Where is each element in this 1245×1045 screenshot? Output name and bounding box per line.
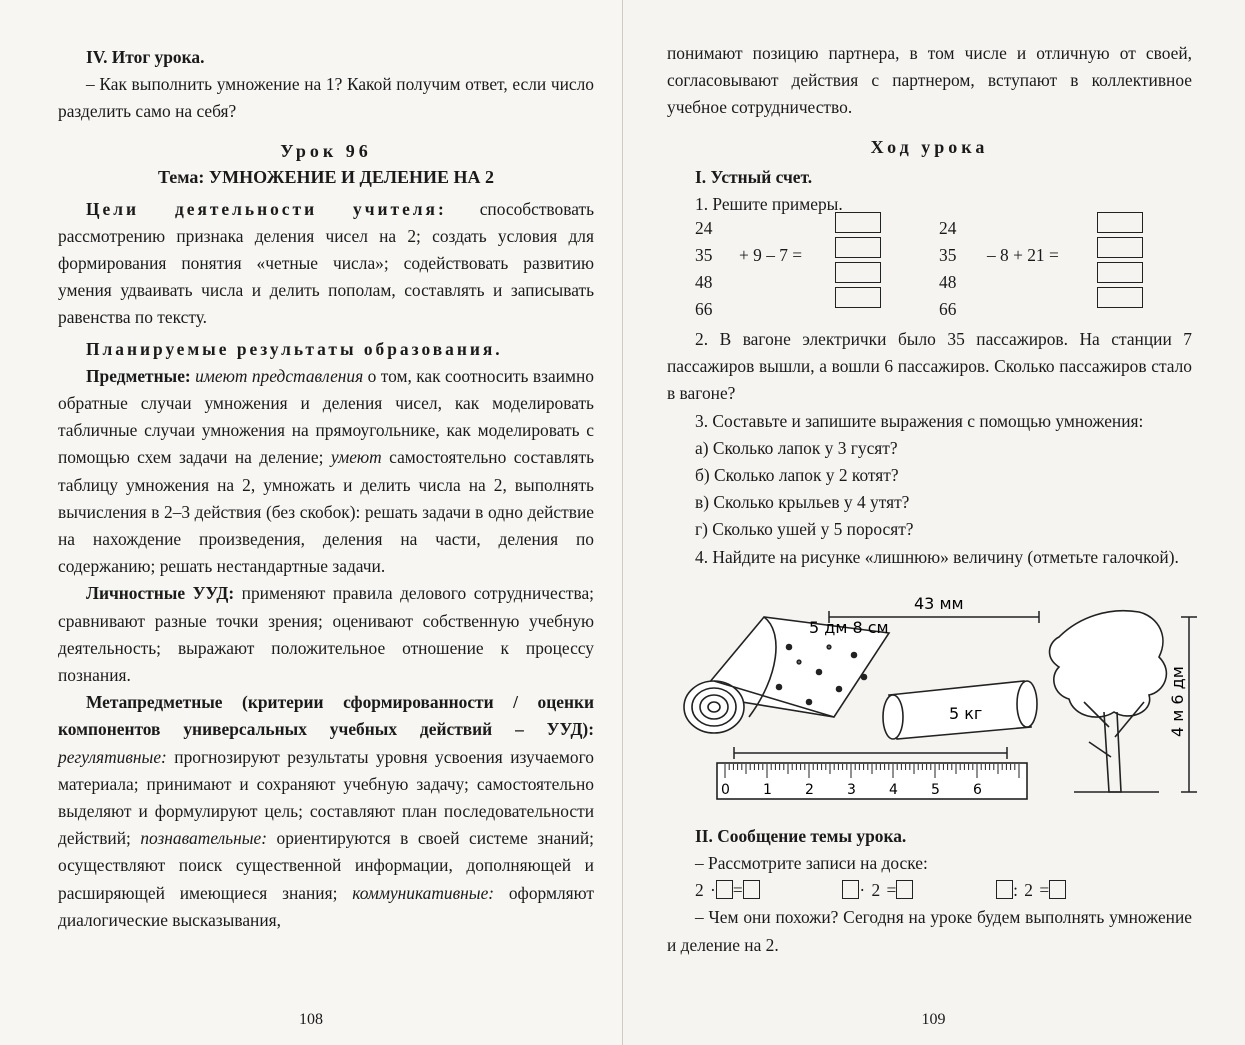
subject-results	[58, 363, 594, 581]
ex1-num: 48	[695, 272, 713, 293]
measurement-figure	[659, 577, 1199, 817]
ex2-num: 48	[939, 272, 957, 293]
ruler-label: 2	[805, 781, 814, 798]
blank-box[interactable]	[842, 880, 859, 899]
task-3-item: г) Сколько ушей у 5 поросят?	[695, 519, 914, 540]
eq1-equals: =	[732, 880, 743, 901]
answer-box[interactable]	[835, 212, 881, 233]
subject-label: Предметные:	[86, 365, 191, 386]
ruler-label: 1	[763, 781, 772, 798]
personal-label: Личностные УУД:	[86, 583, 235, 604]
board-intro: – Рассмотрите записи на доске:	[695, 853, 928, 874]
goals-text: способствовать рассмотрению признака деления чисел на 2; создать условия для формирования понятия «четные числа»; содействовать развитию умения удваивать числа и делить пополам, составлять и записывать равенства по тексту.	[58, 198, 594, 328]
summary-question: – Как выполнить умножение на 1? Какой получим ответ, если число разделить само на себя?	[58, 74, 594, 122]
subject-text-2: самостоятельно составлять таблицу умножения на 2, умножать и делить числа на 2, выполнять вычисления в 2–3 действия (без скобок): решать задачи в одно действие на нахождение произведения, деления на части, деления по содержанию; решать нестандартные задачи.	[58, 447, 594, 577]
blank-box[interactable]	[743, 880, 760, 899]
continuation-text: понимают позицию партнера, в том числе и отличную от своей, согласовывают действия с партнером, вступают в коллективное учебное сотрудничество.	[667, 43, 1192, 118]
section-heading-mental: I. Устный счет.	[695, 166, 813, 187]
task-3-item: а) Сколько лапок у 3 гусят?	[695, 437, 898, 458]
meta-text-2: ориентируются в своей системе знаний; осуществляют поиск существенной информации, дополняющей и расширяющей имеющиеся знания;	[58, 828, 594, 903]
lesson-number: Урок 96	[280, 140, 372, 161]
ruler-label: 5	[931, 781, 940, 798]
answer-box[interactable]	[1097, 212, 1143, 233]
meta-text-3: оформляют диалогические высказывания,	[58, 882, 594, 930]
ex2-num: 24	[939, 218, 957, 239]
eq2-op: · 2 =	[859, 880, 897, 901]
page-number-right: 109	[921, 1011, 946, 1028]
ex2-num: 66	[939, 299, 957, 320]
answer-box[interactable]	[835, 237, 881, 258]
board-equations	[667, 877, 1192, 904]
page-right	[622, 0, 1244, 1045]
personal-results	[58, 580, 594, 689]
meta-label: Метапредметные (критерии сформированности / оценки компонентов универсальных учебных действий – УУД):	[58, 692, 594, 740]
task-3-item: б) Сколько лапок у 2 котят?	[695, 465, 899, 486]
planned-results-heading: Планируемые результаты образования.	[86, 338, 503, 359]
tree-icon	[1050, 611, 1167, 792]
lesson-course-heading: Ход урока	[870, 136, 989, 157]
blank-box[interactable]	[896, 880, 913, 899]
teacher-goals	[58, 196, 594, 332]
subject-italic-2: умеют	[323, 447, 382, 468]
blank-box[interactable]	[1049, 880, 1066, 899]
section-heading-topic: II. Сообщение темы урока.	[695, 825, 907, 846]
answer-box[interactable]	[835, 287, 881, 308]
ex2-num: 35	[939, 245, 957, 266]
task-1: 1. Решите примеры.	[695, 193, 843, 214]
page-left	[0, 0, 622, 1045]
goals-label: Цели деятельности учителя:	[86, 198, 447, 219]
meta-text-1: прогнозируют результаты уровня усвоения изучаемого материала; принимают и сохраняют учебную задачу; самостоятельно выделяют и формулируют цель; составляют план последовательности действий;	[58, 746, 594, 849]
ruler-label: 4	[889, 781, 898, 798]
ex1-num: 66	[695, 299, 713, 320]
answer-box[interactable]	[1097, 262, 1143, 283]
ex2-operation: – 8 + 21 =	[987, 245, 1059, 266]
label-tree: 4 м 6 дм	[1168, 666, 1187, 737]
ruler-label: 6	[973, 781, 982, 798]
label-carpet: 5 дм 8 см	[809, 617, 889, 637]
ex1-num: 35	[695, 245, 713, 266]
ruler-label: 0	[721, 781, 730, 798]
ex1-operation: + 9 – 7 =	[739, 245, 803, 266]
ruler-icon	[717, 747, 1027, 799]
lesson-topic: Тема: УМНОЖЕНИЕ И ДЕЛЕНИЕ НА 2	[157, 166, 495, 187]
meta-results	[58, 689, 594, 934]
task-4: 4. Найдите на рисунке «лишнюю» величину (отметьте галочкой).	[695, 546, 1179, 567]
blank-box[interactable]	[716, 880, 733, 899]
eq3-op: : 2 =	[1013, 880, 1050, 901]
examples-grid	[667, 218, 1192, 326]
meta-italic-1: регулятивные:	[58, 746, 167, 767]
subject-italic-1: имеют представления	[190, 365, 364, 386]
meta-italic-2: познавательные:	[130, 828, 268, 849]
subject-text-1: о том, как соотносить взаимно обратные случаи умножения и деления чисел, как моделировать табличные случаи умножения на прямоугольнике, как моделировать с помощью схем задачи на деление;	[58, 365, 594, 468]
meta-italic-3: коммуникативные:	[337, 882, 495, 903]
task-3: 3. Составьте и запишите выражения с помощью умножения:	[695, 410, 1144, 431]
section-heading-summary: IV. Итог урока.	[86, 47, 205, 67]
answer-box[interactable]	[1097, 237, 1143, 258]
answer-box[interactable]	[1097, 287, 1143, 308]
eq1-left: 2 ·	[695, 880, 716, 901]
answer-box[interactable]	[835, 262, 881, 283]
ex1-num: 24	[695, 218, 713, 239]
label-43mm: 43 мм	[914, 593, 964, 613]
personal-text: применяют правила делового сотрудничества; сравнивают разные точки зрения; оценивают собственную учебную деятельность; выражают положительное отношение к процессу познания.	[58, 583, 595, 686]
page-number-left: 108	[299, 1011, 323, 1028]
task-3-item: в) Сколько крыльев у 4 утят?	[695, 492, 910, 513]
ruler-label: 3	[847, 781, 856, 798]
label-log: 5 кг	[949, 703, 983, 723]
task-2: 2. В вагоне электрички было 35 пассажиров. На станции 7 пассажиров вышли, а вошли 6 пассажиров. Сколько пассажиров стало в вагоне?	[667, 329, 1192, 404]
blank-box[interactable]	[996, 880, 1013, 899]
topic-announcement: – Чем они похожи? Сегодня на уроке будем выполнять умножение и деление на 2.	[667, 907, 1192, 955]
